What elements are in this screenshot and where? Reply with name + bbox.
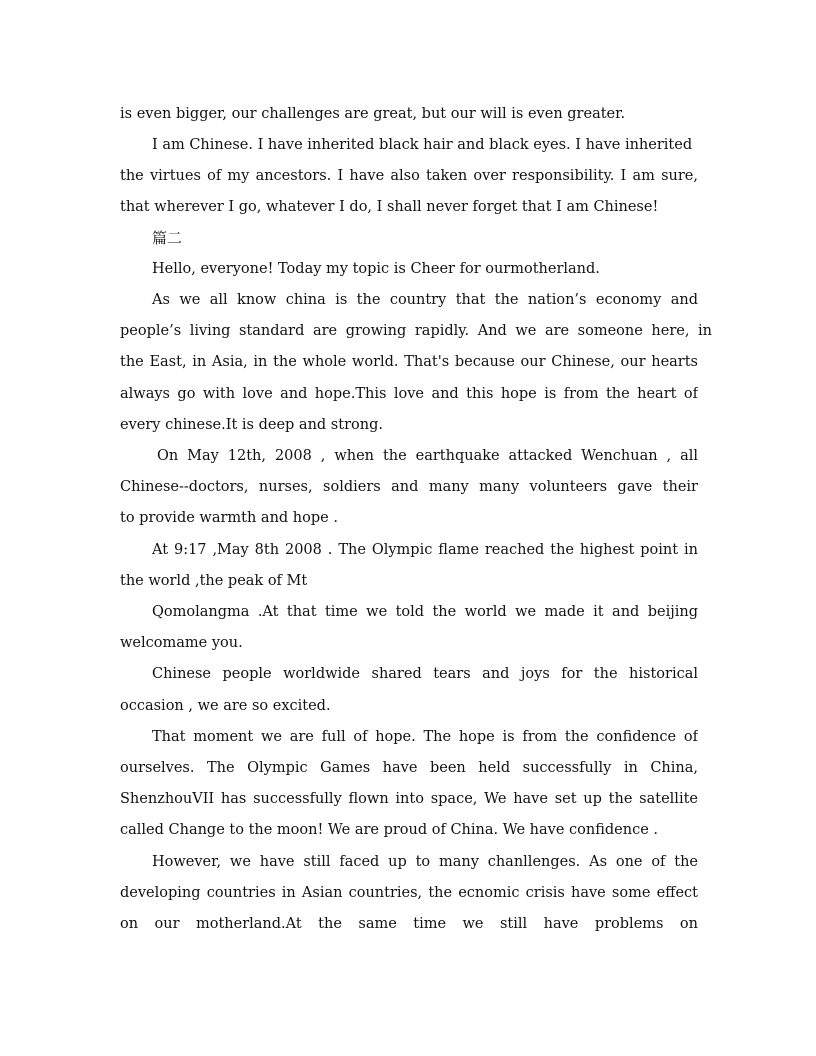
text-line: always go with love and hope.This love and this hope is from the heart of <box>120 386 698 402</box>
text-line: As we all know china is the country that the nation’s economy and <box>152 292 698 308</box>
text-line: ShenzhouVII has successfully flown into space, We have set up the satellite <box>120 791 698 807</box>
text-line: to provide warmth and hope . <box>120 510 338 526</box>
text-line: I am Chinese. I have inherited black hair and black eyes. I have inherited <box>152 137 693 153</box>
text-line: welcomame you. <box>120 635 243 651</box>
text-line: the virtues of my ancestors. I have also taken over responsibility. I am sure, <box>120 168 698 184</box>
text-line: On May 12th, 2008 , when the earthquake attacked Wenchuan , all <box>157 448 698 464</box>
text-line: ourselves. The Olympic Games have been held successfully in China, <box>120 760 698 776</box>
text-line: the world ,the peak of Mt <box>120 573 308 589</box>
text-line: occasion , we are so excited. <box>120 698 331 714</box>
text-line: people’s living standard are growing rapidly. And we are someone here, in <box>120 323 712 339</box>
text-line: developing countries in Asian countries, the ecnomic crisis have some effect <box>120 885 698 901</box>
section-heading: 篇二 <box>152 229 183 247</box>
text-line: that wherever I go, whatever I do, I shall never forget that I am Chinese! <box>120 199 659 215</box>
text-line: Chinese--doctors, nurses, soldiers and many many volunteers gave their <box>120 479 698 495</box>
text-line: Qomolangma .At that time we told the world we made it and beijing <box>152 604 698 620</box>
text-line: Hello, everyone! Today my topic is Cheer for ourmotherland. <box>152 261 600 277</box>
text-line: every chinese.It is deep and strong. <box>120 417 383 433</box>
text-line: At 9:17 ,May 8th 2008 . The Olympic flame reached the highest point in <box>152 542 698 558</box>
text-line: Chinese people worldwide shared tears and joys for the historical <box>152 666 698 682</box>
text-line: is even bigger, our challenges are great, but our will is even greater. <box>120 106 626 122</box>
text-line: on our motherland.At the same time we still have problems on <box>120 916 698 932</box>
text-line: called Change to the moon! We are proud of China. We have confidence . <box>120 822 658 838</box>
text-line: That moment we are full of hope. The hope is from the confidence of <box>152 729 698 745</box>
text-line: However, we have still faced up to many chanllenges. As one of the <box>152 854 698 870</box>
text-line: the East, in Asia, in the whole world. That's because our Chinese, our hearts <box>120 354 698 370</box>
